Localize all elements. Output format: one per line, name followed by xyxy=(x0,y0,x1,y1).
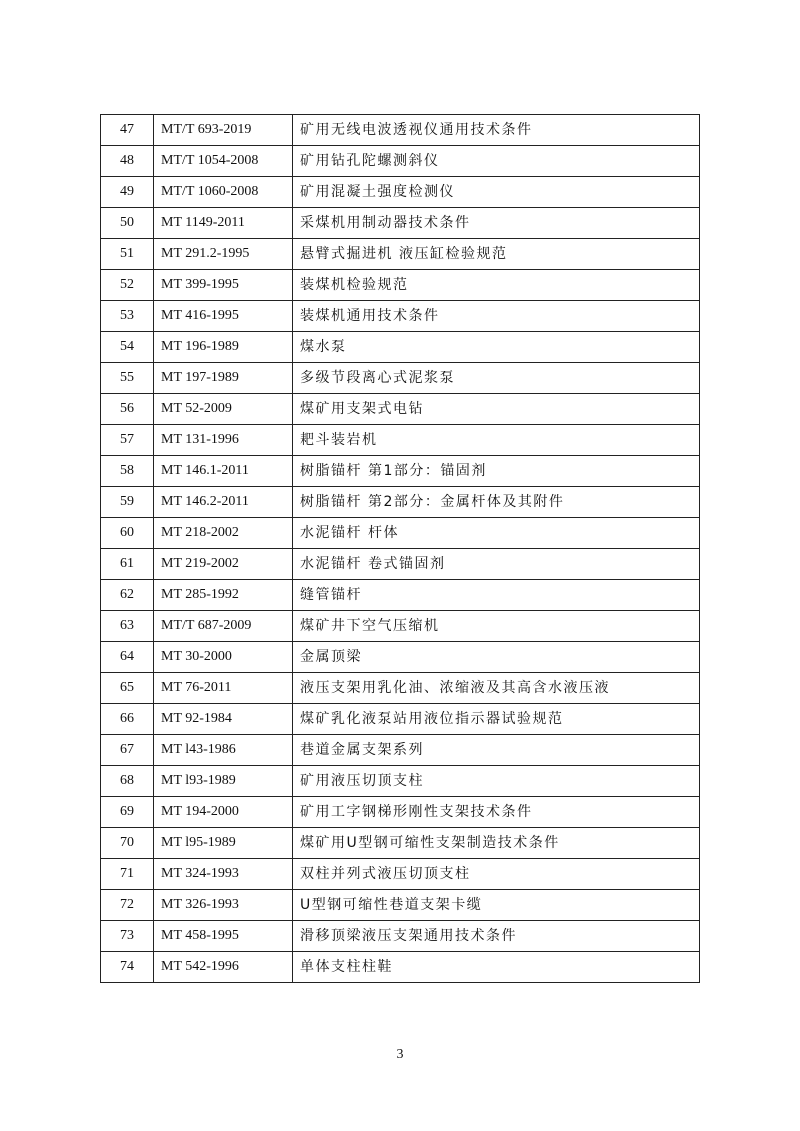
row-number: 51 xyxy=(101,239,154,270)
standard-code: MT 326-1993 xyxy=(154,890,293,921)
table-row xyxy=(101,735,700,766)
table-row xyxy=(101,332,700,363)
table-row xyxy=(101,270,700,301)
standard-name: 悬臂式掘进机 液压缸检验规范 xyxy=(293,239,700,270)
row-number: 57 xyxy=(101,425,154,456)
standard-code: MT 131-1996 xyxy=(154,425,293,456)
row-number: 60 xyxy=(101,518,154,549)
standard-name: 树脂锚杆 第1部分：锚固剂 xyxy=(293,456,700,487)
standard-name: 煤矿井下空气压缩机 xyxy=(293,611,700,642)
standard-name: 耙斗装岩机 xyxy=(293,425,700,456)
row-number: 66 xyxy=(101,704,154,735)
standard-name: 液压支架用乳化油、浓缩液及其高含水液压液 xyxy=(293,673,700,704)
standard-code: MT/T 687-2009 xyxy=(154,611,293,642)
row-number: 52 xyxy=(101,270,154,301)
row-number: 54 xyxy=(101,332,154,363)
standard-code: MT 194-2000 xyxy=(154,797,293,828)
standard-name: 煤矿乳化液泵站用液位指示器试验规范 xyxy=(293,704,700,735)
standard-name: 煤水泵 xyxy=(293,332,700,363)
standard-name: 装煤机检验规范 xyxy=(293,270,700,301)
row-number: 48 xyxy=(101,146,154,177)
table-row xyxy=(101,828,700,859)
standard-name: 采煤机用制动器技术条件 xyxy=(293,208,700,239)
standard-code: MT 291.2-1995 xyxy=(154,239,293,270)
row-number: 53 xyxy=(101,301,154,332)
standard-name: 巷道金属支架系列 xyxy=(293,735,700,766)
standard-name: 煤矿用支架式电钻 xyxy=(293,394,700,425)
row-number: 62 xyxy=(101,580,154,611)
standard-name: 矿用无线电波透视仪通用技术条件 xyxy=(293,115,700,146)
standard-code: MT/T 1060-2008 xyxy=(154,177,293,208)
row-number: 58 xyxy=(101,456,154,487)
table-row xyxy=(101,115,700,146)
table-row xyxy=(101,208,700,239)
table-row xyxy=(101,146,700,177)
standard-code: MT/T 1054-2008 xyxy=(154,146,293,177)
table-row xyxy=(101,518,700,549)
standard-code: MT 219-2002 xyxy=(154,549,293,580)
table-row xyxy=(101,766,700,797)
row-number: 67 xyxy=(101,735,154,766)
standard-name: 装煤机通用技术条件 xyxy=(293,301,700,332)
standard-code: MT 146.2-2011 xyxy=(154,487,293,518)
table-row xyxy=(101,611,700,642)
standard-code: MT l95-1989 xyxy=(154,828,293,859)
table-row xyxy=(101,487,700,518)
table-row xyxy=(101,580,700,611)
table-row xyxy=(101,642,700,673)
table-row xyxy=(101,394,700,425)
standard-name: 矿用工字钢梯形刚性支架技术条件 xyxy=(293,797,700,828)
standard-code: MT 542-1996 xyxy=(154,952,293,983)
standard-code: MT 416-1995 xyxy=(154,301,293,332)
table-row xyxy=(101,239,700,270)
standard-name: 金属顶梁 xyxy=(293,642,700,673)
row-number: 68 xyxy=(101,766,154,797)
standard-name: 矿用液压切顶支柱 xyxy=(293,766,700,797)
standard-code: MT 399-1995 xyxy=(154,270,293,301)
standard-name: 树脂锚杆 第2部分：金属杆体及其附件 xyxy=(293,487,700,518)
standard-code: MT 196-1989 xyxy=(154,332,293,363)
standard-name: 缝管锚杆 xyxy=(293,580,700,611)
standard-name: 矿用混凝土强度检测仪 xyxy=(293,177,700,208)
standard-name: U型钢可缩性巷道支架卡缆 xyxy=(293,890,700,921)
table-row xyxy=(101,301,700,332)
row-number: 71 xyxy=(101,859,154,890)
row-number: 69 xyxy=(101,797,154,828)
table-row xyxy=(101,549,700,580)
standard-name: 双柱并列式液压切顶支柱 xyxy=(293,859,700,890)
row-number: 70 xyxy=(101,828,154,859)
standard-code: MT 1149-2011 xyxy=(154,208,293,239)
row-number: 64 xyxy=(101,642,154,673)
standard-code: MT 52-2009 xyxy=(154,394,293,425)
row-number: 47 xyxy=(101,115,154,146)
row-number: 72 xyxy=(101,890,154,921)
row-number: 65 xyxy=(101,673,154,704)
standard-name: 滑移顶梁液压支架通用技术条件 xyxy=(293,921,700,952)
standard-name: 矿用钻孔陀螺测斜仪 xyxy=(293,146,700,177)
standard-code: MT l93-1989 xyxy=(154,766,293,797)
row-number: 56 xyxy=(101,394,154,425)
standard-code: MT 30-2000 xyxy=(154,642,293,673)
table-row xyxy=(101,921,700,952)
standard-code: MT 285-1992 xyxy=(154,580,293,611)
standard-code: MT 197-1989 xyxy=(154,363,293,394)
table-row xyxy=(101,952,700,983)
table-row xyxy=(101,859,700,890)
standard-code: MT/T 693-2019 xyxy=(154,115,293,146)
standard-code: MT 76-2011 xyxy=(154,673,293,704)
page-number: 3 xyxy=(396,1047,404,1062)
table-row xyxy=(101,363,700,394)
standard-name: 水泥锚杆 卷式锚固剂 xyxy=(293,549,700,580)
table-row xyxy=(101,456,700,487)
standard-code: MT 146.1-2011 xyxy=(154,456,293,487)
standards-table-body xyxy=(101,115,700,983)
table-row xyxy=(101,425,700,456)
row-number: 49 xyxy=(101,177,154,208)
table-row xyxy=(101,797,700,828)
standard-code: MT l43-1986 xyxy=(154,735,293,766)
standard-name: 煤矿用U型钢可缩性支架制造技术条件 xyxy=(293,828,700,859)
standard-code: MT 218-2002 xyxy=(154,518,293,549)
standard-code: MT 92-1984 xyxy=(154,704,293,735)
row-number: 74 xyxy=(101,952,154,983)
row-number: 61 xyxy=(101,549,154,580)
row-number: 59 xyxy=(101,487,154,518)
standard-name: 水泥锚杆 杆体 xyxy=(293,518,700,549)
row-number: 63 xyxy=(101,611,154,642)
standard-code: MT 458-1995 xyxy=(154,921,293,952)
standard-name: 多级节段离心式泥浆泵 xyxy=(293,363,700,394)
row-number: 73 xyxy=(101,921,154,952)
table-row xyxy=(101,704,700,735)
standards-table xyxy=(100,114,700,983)
row-number: 55 xyxy=(101,363,154,394)
row-number: 50 xyxy=(101,208,154,239)
standard-name: 单体支柱柱鞋 xyxy=(293,952,700,983)
table-row xyxy=(101,673,700,704)
table-row xyxy=(101,177,700,208)
standard-code: MT 324-1993 xyxy=(154,859,293,890)
table-row xyxy=(101,890,700,921)
